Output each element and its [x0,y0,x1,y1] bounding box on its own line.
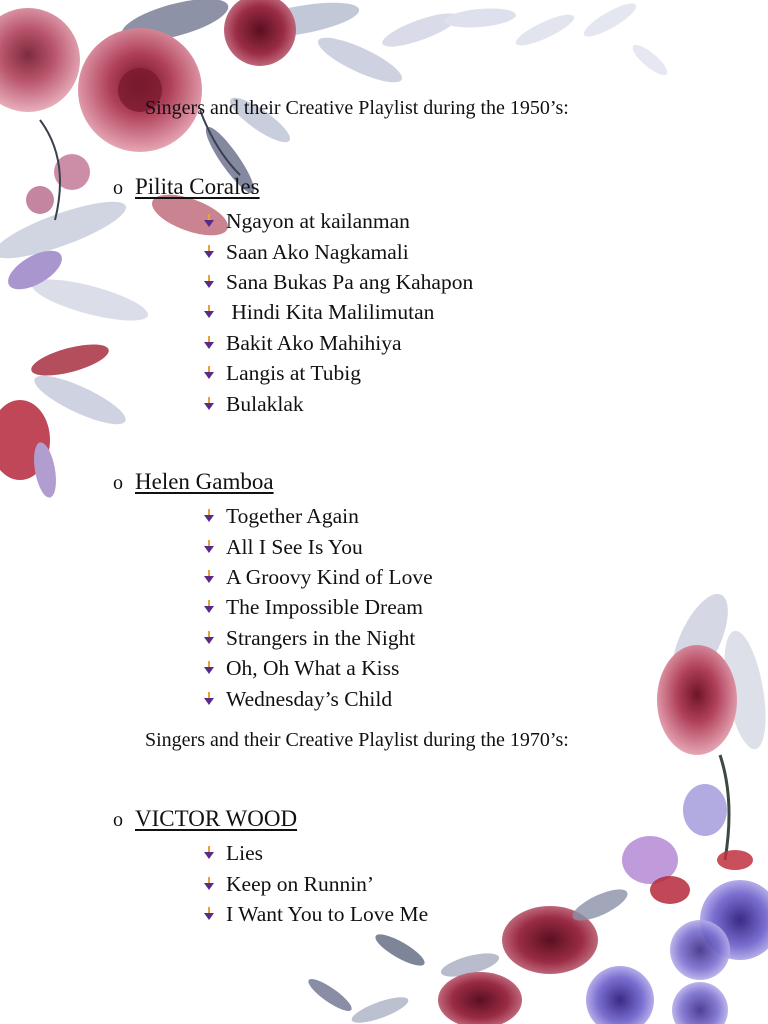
circle-bullet-icon: o [113,472,123,494]
arrow-down-icon [203,570,215,584]
list-item [203,562,433,592]
song-title: Bulaklak [226,391,304,416]
arrow-down-icon [203,540,215,554]
list-item [203,899,428,929]
song-title: The Impossible Dream [226,595,424,620]
song-title: Hindi Kita Malilimutan [226,300,435,325]
song-title: Sana Bukas Pa ang Kahapon [226,269,474,294]
singer-heading [113,468,274,497]
list-item [203,592,433,622]
arrow-down-icon [203,397,215,411]
arrow-down-icon [203,214,215,228]
song-list [203,838,428,929]
list-item [203,501,433,531]
singer-name: VICTOR WOOD [135,806,298,831]
section-heading-1950s: Singers and their Creative Playlist during the 1950’s: [145,97,569,119]
song-title: Together Again [226,504,359,529]
arrow-down-icon [203,846,215,860]
list-item [203,358,473,388]
section-heading-1970s: Singers and their Creative Playlist during the 1970’s: [145,729,569,751]
song-title: Bakit Ako Mahihiya [226,330,402,355]
singer-name: Pilita Corales [135,174,260,199]
list-item [203,653,433,683]
list-item [203,531,433,561]
leaf-cluster-left [0,186,233,499]
song-list [203,206,473,419]
arrow-down-icon [203,877,215,891]
song-title: Lies [226,841,264,866]
list-item [203,297,473,327]
circle-bullet-icon: o [113,177,123,199]
arrow-down-icon [203,509,215,523]
list-item [203,236,473,266]
song-title: All I See Is You [226,534,363,559]
song-title: Strangers in the Night [226,625,416,650]
song-title: Ngayon at kailanman [226,209,410,234]
list-item [203,868,428,898]
arrow-down-icon [203,275,215,289]
song-title: I Want You to Love Me [226,901,429,926]
list-item [203,683,433,713]
singer-heading [113,805,297,834]
list-item [203,328,473,358]
song-list [203,501,433,714]
arrow-down-icon [203,692,215,706]
arrow-down-icon [203,245,215,259]
song-title: Oh, Oh What a Kiss [226,656,400,681]
list-item [203,206,473,236]
singer-name: Helen Gamboa [135,469,274,494]
song-title: A Groovy Kind of Love [226,564,433,589]
song-title: Saan Ako Nagkamali [226,239,409,264]
arrow-down-icon [203,305,215,319]
song-title: Keep on Runnin’ [226,871,375,896]
list-item [203,388,473,418]
list-item [203,838,428,868]
arrow-down-icon [203,336,215,350]
circle-bullet-icon: o [113,809,123,831]
arrow-down-icon [203,907,215,921]
singer-heading [113,173,260,202]
arrow-down-icon [203,600,215,614]
arrow-down-icon [203,661,215,675]
list-item [203,267,473,297]
arrow-down-icon [203,631,215,645]
arrow-down-icon [203,366,215,380]
song-title: Langis at Tubig [226,361,361,386]
song-title: Wednesday’s Child [226,686,393,711]
list-item [203,623,433,653]
